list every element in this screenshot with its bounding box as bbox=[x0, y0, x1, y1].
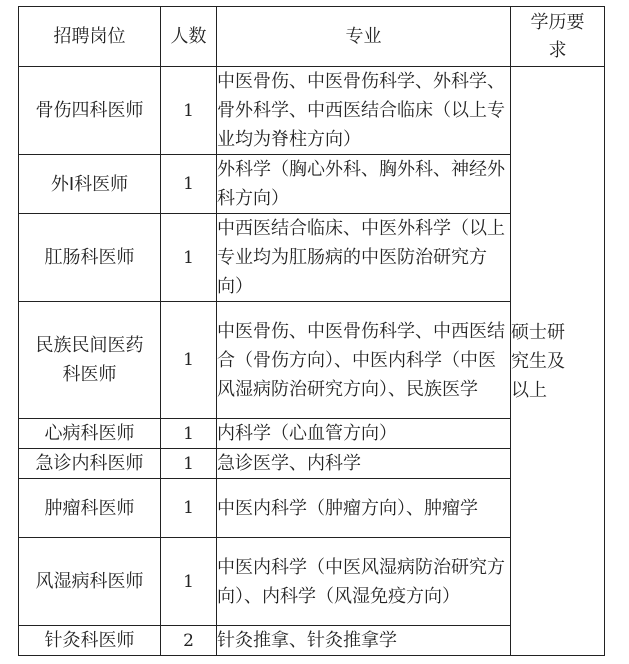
header-position: 招聘岗位 bbox=[19, 7, 161, 67]
position-cell: 肿瘤科医师 bbox=[19, 479, 161, 538]
major-cell: 中医骨伤、中医骨伤科学、中西医结合（骨伤方向）、中医内科学（中医风湿病防治研究方向）、民族医学 bbox=[217, 302, 511, 419]
major-cell: 针灸推拿、针灸推拿学 bbox=[217, 626, 511, 656]
table-header-row bbox=[19, 7, 605, 67]
major-cell: 急诊医学、内科学 bbox=[217, 449, 511, 479]
position-cell: 民族民间医药科医师 bbox=[19, 302, 161, 419]
count-cell: 1 bbox=[161, 479, 217, 538]
major-cell: 中医内科学（中医风湿病防治研究方向）、内科学（风湿免疫方向） bbox=[217, 538, 511, 626]
count-cell: 1 bbox=[161, 302, 217, 419]
count-cell: 1 bbox=[161, 419, 217, 449]
header-education: 学历要求 bbox=[511, 7, 605, 67]
count-cell: 1 bbox=[161, 449, 217, 479]
position-cell: 针灸科医师 bbox=[19, 626, 161, 656]
header-major: 专业 bbox=[217, 7, 511, 67]
position-cell: 风湿病科医师 bbox=[19, 538, 161, 626]
header-count: 人数 bbox=[161, 7, 217, 67]
position-cell: 心病科医师 bbox=[19, 419, 161, 449]
count-cell: 1 bbox=[161, 538, 217, 626]
position-cell: 骨伤四科医师 bbox=[19, 67, 161, 155]
count-cell: 2 bbox=[161, 626, 217, 656]
position-cell: 急诊内科医师 bbox=[19, 449, 161, 479]
major-cell: 中医内科学（肿瘤方向）、肿瘤学 bbox=[217, 479, 511, 538]
major-cell: 外科学（胸心外科、胸外科、神经外科方向） bbox=[217, 155, 511, 214]
position-cell: 肛肠科医师 bbox=[19, 214, 161, 302]
education-cell: 硕士研究生及以上 bbox=[511, 67, 605, 656]
position-cell: 外I科医师 bbox=[19, 155, 161, 214]
major-cell: 内科学（心血管方向） bbox=[217, 419, 511, 449]
count-cell: 1 bbox=[161, 214, 217, 302]
count-cell: 1 bbox=[161, 155, 217, 214]
major-cell: 中医骨伤、中医骨伤科学、外科学、骨外科学、中西医结合临床（以上专业均为脊柱方向） bbox=[217, 67, 511, 155]
major-cell: 中西医结合临床、中医外科学（以上专业均为肛肠病的中医防治研究方向） bbox=[217, 214, 511, 302]
table-row bbox=[19, 67, 605, 155]
recruitment-table bbox=[18, 6, 605, 656]
count-cell: 1 bbox=[161, 67, 217, 155]
